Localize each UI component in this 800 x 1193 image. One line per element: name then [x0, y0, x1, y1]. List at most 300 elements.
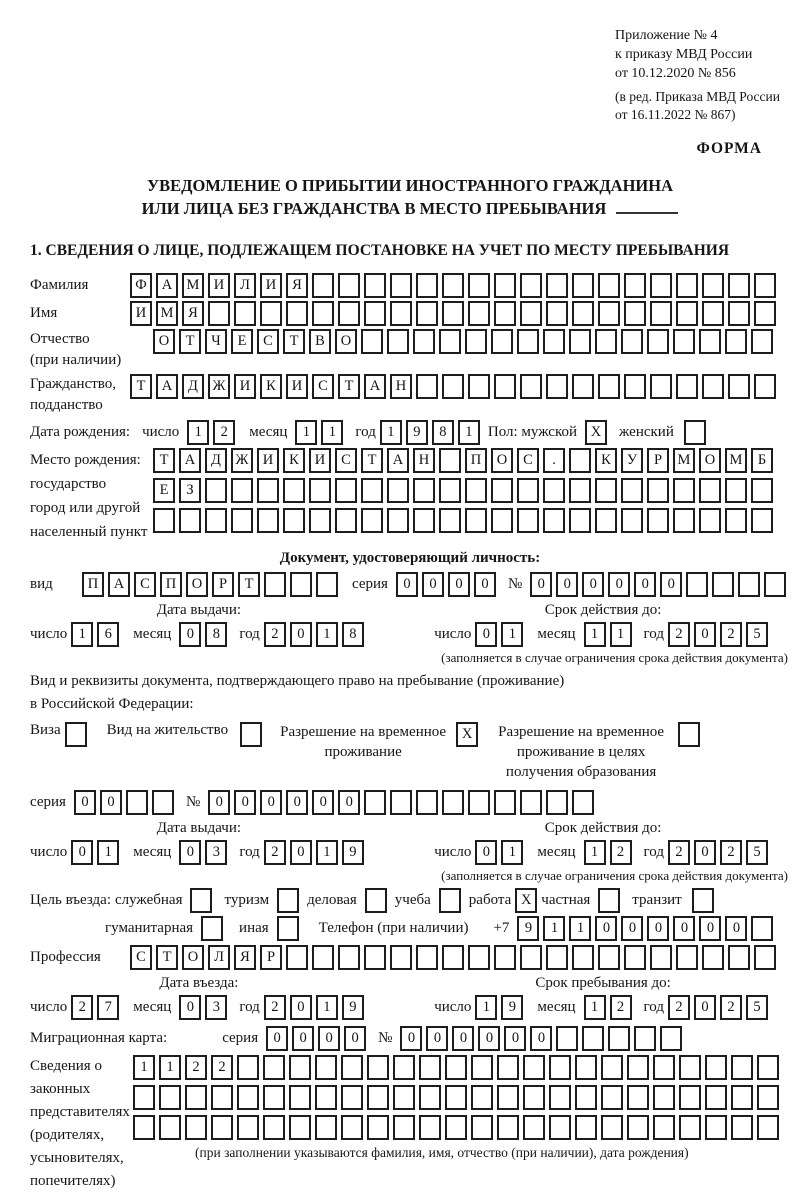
- form-cell: [390, 273, 412, 298]
- form-cell: Д: [182, 374, 204, 399]
- form-cell: [465, 508, 487, 533]
- section1-heading: 1. СВЕДЕНИЯ О ЛИЦЕ, ПОДЛЕЖАЩЕМ ПОСТАНОВКЕ НА УЧЕТ ПО МЕСТУ ПРЕБЫВАНИЯ: [30, 242, 730, 259]
- doc-kind-boxes: [82, 572, 342, 597]
- form-cell: Ф: [130, 273, 152, 298]
- birth-place-row1: [153, 448, 777, 473]
- form-cell: 2: [610, 995, 632, 1020]
- birth-place-block: [30, 448, 790, 544]
- form-cell: Е: [153, 478, 175, 503]
- form-cell: [416, 273, 438, 298]
- form-cell: [728, 945, 750, 970]
- representatives-label: [30, 1055, 133, 1193]
- form-cell: 0: [74, 790, 96, 815]
- form-cell: [572, 301, 594, 326]
- form-cell: [338, 273, 360, 298]
- visit-purpose-row-2: [105, 916, 790, 941]
- residence-issue-month-boxes: [179, 840, 231, 865]
- residence-series-row: [30, 790, 790, 815]
- form-cell: 0: [318, 1026, 340, 1051]
- form-cell: [185, 1115, 207, 1140]
- form-cell: 2: [264, 840, 286, 865]
- form-cell: 1: [316, 840, 338, 865]
- representatives-block: [30, 1055, 790, 1193]
- form-cell: [751, 508, 773, 533]
- migration-card-row: [30, 1026, 790, 1051]
- form-cell: [653, 1055, 675, 1080]
- appendix-line-1: Приложение № 4: [615, 28, 718, 43]
- form-cell: [361, 508, 383, 533]
- surname-row: [30, 273, 790, 298]
- expiry-month-boxes: [584, 622, 636, 647]
- form-cell: [367, 1085, 389, 1110]
- citizenship-label: [30, 374, 130, 416]
- residence-expiry-year-boxes: [668, 840, 772, 865]
- residence-expiry-heading: Срок действия до:: [544, 820, 662, 836]
- form-cell: [133, 1115, 155, 1140]
- form-cell: 0: [673, 916, 695, 941]
- form-cell: X: [585, 420, 607, 445]
- form-cell: [312, 273, 334, 298]
- visit-business-checkbox: [190, 888, 216, 913]
- form-cell: 0: [338, 790, 360, 815]
- visit-study-label: учеба: [394, 892, 431, 908]
- form-cell: Д: [205, 448, 227, 473]
- form-cell: [468, 945, 490, 970]
- form-cell: 2: [264, 622, 286, 647]
- identity-doc-heading: Документ, удостоверяющий личность:: [279, 550, 541, 566]
- stay-until-heading: Срок пребывания до:: [535, 975, 671, 991]
- form-cell: 0: [344, 1026, 366, 1051]
- form-cell: Р: [260, 945, 282, 970]
- residence-series-label: серия: [30, 794, 66, 810]
- form-cell: К: [283, 448, 305, 473]
- form-cell: [315, 1055, 337, 1080]
- representatives-label-line2: законных: [30, 1081, 91, 1097]
- form-cell: [754, 945, 776, 970]
- form-cell: [543, 508, 565, 533]
- form-cell: [705, 1115, 727, 1140]
- form-cell: П: [82, 572, 104, 597]
- form-cell: [338, 301, 360, 326]
- form-cell: [468, 374, 490, 399]
- form-cell: 9: [342, 995, 364, 1020]
- form-cell: [497, 1115, 519, 1140]
- form-cell: 0: [312, 790, 334, 815]
- representatives-row1: [133, 1055, 783, 1080]
- form-cell: [126, 790, 148, 815]
- form-cell: [647, 478, 669, 503]
- form-cell: [442, 301, 464, 326]
- form-cell: Ч: [205, 329, 227, 354]
- form-cell: [754, 273, 776, 298]
- form-cell: И: [257, 448, 279, 473]
- form-cell: [65, 722, 87, 747]
- form-cell: [731, 1085, 753, 1110]
- form-cell: [494, 273, 516, 298]
- birth-place-label-line2: государство: [30, 476, 107, 492]
- form-cell: Е: [231, 329, 253, 354]
- residence-expiry-day-boxes: [475, 840, 527, 865]
- form-cell: [549, 1085, 571, 1110]
- form-cell: [445, 1055, 467, 1080]
- birth-date-label: Дата рождения:: [30, 424, 131, 440]
- form-cell: [205, 478, 227, 503]
- visit-commercial-label: деловая: [307, 892, 357, 908]
- form-cell: [286, 945, 308, 970]
- sex-label: Пол: мужской: [487, 424, 578, 440]
- expiry-year-label: год: [643, 626, 664, 642]
- form-cell: 9: [501, 995, 523, 1020]
- form-cell: [705, 1055, 727, 1080]
- form-cell: [491, 478, 513, 503]
- form-cell: [598, 888, 620, 913]
- residence-expiry-year-label: год: [643, 844, 664, 860]
- form-cell: [465, 478, 487, 503]
- form-cell: [757, 1115, 779, 1140]
- residence-expiry-month-label: месяц: [537, 844, 576, 860]
- form-cell: К: [260, 374, 282, 399]
- issue-month-label: месяц: [133, 626, 172, 642]
- form-cell: [725, 508, 747, 533]
- representatives-label-line1: Сведения о: [30, 1058, 102, 1074]
- form-cell: [341, 1085, 363, 1110]
- stay-until-group: [434, 974, 772, 1020]
- form-cell: [312, 945, 334, 970]
- form-cell: [543, 478, 565, 503]
- form-cell: 3: [205, 995, 227, 1020]
- form-cell: [598, 374, 620, 399]
- form-cell: [290, 572, 312, 597]
- form-cell: Т: [130, 374, 152, 399]
- form-cell: М: [725, 448, 747, 473]
- form-cell: 1: [584, 622, 606, 647]
- form-cell: [678, 722, 700, 747]
- appendix-line-2: к приказу МВД России: [615, 47, 753, 62]
- form-cell: 9: [342, 840, 364, 865]
- form-cell: 1: [97, 840, 119, 865]
- form-cell: 1: [133, 1055, 155, 1080]
- representatives-label-line4: (родителях,: [30, 1127, 105, 1143]
- form-cell: [712, 572, 734, 597]
- form-cell: [442, 790, 464, 815]
- form-cell: 8: [432, 420, 454, 445]
- birth-date-row: [30, 420, 790, 445]
- form-cell: [201, 916, 223, 941]
- form-cell: [595, 478, 617, 503]
- form-cell: [731, 1055, 753, 1080]
- form-cell: 2: [720, 840, 742, 865]
- form-cell: 1: [475, 995, 497, 1020]
- form-cell: 0: [530, 572, 552, 597]
- form-cell: [133, 1085, 155, 1110]
- visit-work-label: работа: [468, 892, 512, 908]
- form-cell: [627, 1055, 649, 1080]
- doc-number-boxes: [530, 572, 790, 597]
- visit-transit-label: транзит: [632, 892, 682, 908]
- visa-checkbox: [65, 722, 91, 747]
- form-cell: 0: [475, 840, 497, 865]
- form-cell: [277, 888, 299, 913]
- form-cell: В: [309, 329, 331, 354]
- surname-label: Фамилия: [30, 277, 89, 293]
- residence-series-boxes: [74, 790, 178, 815]
- form-cell: А: [364, 374, 386, 399]
- form-cell: 0: [179, 622, 201, 647]
- birth-place-label-line3: город или другой: [30, 500, 141, 516]
- form-cell: 0: [260, 790, 282, 815]
- form-cell: [757, 1055, 779, 1080]
- form-cell: [627, 1115, 649, 1140]
- residence-doc-dates: [30, 819, 790, 865]
- form-cell: [575, 1085, 597, 1110]
- form-cell: 0: [699, 916, 721, 941]
- form-cell: [387, 329, 409, 354]
- issue-year-label: год: [239, 626, 260, 642]
- form-cell: 1: [316, 995, 338, 1020]
- form-cell: Ж: [231, 448, 253, 473]
- form-cell: [491, 329, 513, 354]
- form-cell: [572, 273, 594, 298]
- form-cell: Б: [751, 448, 773, 473]
- form-cell: [621, 329, 643, 354]
- issue-month-boxes: [179, 622, 231, 647]
- visit-other-label: иная: [239, 920, 269, 936]
- form-cell: [725, 478, 747, 503]
- residence-issue-year-boxes: [264, 840, 368, 865]
- birth-year-boxes: [380, 420, 484, 445]
- form-cell: [598, 273, 620, 298]
- form-cell: [286, 301, 308, 326]
- form-cell: [153, 508, 175, 533]
- form-cell: 0: [396, 572, 418, 597]
- residence-expiry-group: [434, 819, 772, 865]
- form-cell: Н: [413, 448, 435, 473]
- form-cell: [365, 888, 387, 913]
- form-cell: [393, 1085, 415, 1110]
- form-cell: [699, 508, 721, 533]
- visit-purpose-row: [30, 888, 790, 913]
- form-cell: [263, 1055, 285, 1080]
- form-cell: 1: [584, 840, 606, 865]
- residence-doc-intro: [30, 670, 790, 716]
- form-cell: [650, 273, 672, 298]
- form-cell: Я: [182, 301, 204, 326]
- form-cell: 1: [321, 420, 343, 445]
- migration-card-label: Миграционная карта:: [30, 1030, 168, 1046]
- form-cell: [702, 273, 724, 298]
- appendix-line-3: от 10.12.2020 № 856: [615, 66, 736, 81]
- residence-expiry-month-boxes: [584, 840, 636, 865]
- form-cell: 7: [97, 995, 119, 1020]
- birth-day-label: число: [142, 424, 180, 440]
- form-cell: [569, 329, 591, 354]
- form-cell: [572, 374, 594, 399]
- form-cell: [556, 1026, 578, 1051]
- form-cell: 0: [556, 572, 578, 597]
- form-cell: X: [456, 722, 478, 747]
- form-cell: 0: [608, 572, 630, 597]
- form-cell: [673, 508, 695, 533]
- form-cell: [364, 301, 386, 326]
- form-cell: [647, 508, 669, 533]
- form-cell: [650, 301, 672, 326]
- form-cell: [316, 572, 338, 597]
- form-cell: [650, 374, 672, 399]
- form-cell: [624, 945, 646, 970]
- form-cell: [494, 790, 516, 815]
- identity-expiry-heading: Срок действия до:: [544, 602, 662, 618]
- form-cell: Т: [361, 448, 383, 473]
- phone-boxes: [517, 916, 777, 941]
- residence-intro-line2: в Российской Федерации:: [30, 696, 194, 712]
- form-cell: [263, 1115, 285, 1140]
- form-cell: [390, 301, 412, 326]
- form-cell: 8: [205, 622, 227, 647]
- sex-female-checkbox: [684, 420, 710, 445]
- form-cell: 1: [71, 622, 93, 647]
- form-cell: [289, 1085, 311, 1110]
- form-cell: [699, 478, 721, 503]
- form-cell: М: [673, 448, 695, 473]
- form-cell: [673, 329, 695, 354]
- form-cell: [572, 790, 594, 815]
- form-cell: И: [234, 374, 256, 399]
- form-cell: [517, 478, 539, 503]
- form-cell: 0: [595, 916, 617, 941]
- form-cell: [621, 478, 643, 503]
- stay-year-boxes: [668, 995, 772, 1020]
- form-cell: 1: [380, 420, 402, 445]
- form-cell: 0: [448, 572, 470, 597]
- form-cell: [764, 572, 786, 597]
- patronymic-label: [30, 329, 153, 371]
- form-cell: 1: [159, 1055, 181, 1080]
- form-cell: 2: [668, 840, 690, 865]
- doc-series-boxes: [396, 572, 500, 597]
- form-cell: [338, 945, 360, 970]
- form-cell: [751, 916, 773, 941]
- visit-other-checkbox: [277, 916, 303, 941]
- form-cell: [679, 1055, 701, 1080]
- doc-kind-label: вид: [30, 576, 53, 592]
- phone-prefix: +7: [493, 920, 510, 936]
- stay-day-label: число: [434, 999, 472, 1015]
- form-cell: [179, 508, 201, 533]
- birth-place-label-line1: Место рождения:: [30, 452, 141, 468]
- form-cell: 0: [422, 572, 444, 597]
- form-cell: [390, 790, 412, 815]
- form-cell: [676, 374, 698, 399]
- visit-work-checkbox: [515, 888, 541, 913]
- form-cell: [335, 508, 357, 533]
- form-cell: [692, 888, 714, 913]
- temp-permit-checkbox: [456, 722, 482, 747]
- migration-number-label: №: [378, 1030, 393, 1046]
- form-title: [30, 174, 790, 220]
- form-cell: С: [517, 448, 539, 473]
- entry-year-boxes: [264, 995, 368, 1020]
- visit-private-checkbox: [598, 888, 624, 913]
- birth-year-label: год: [355, 424, 376, 440]
- expiry-month-label: месяц: [537, 626, 576, 642]
- form-cell: [465, 329, 487, 354]
- entry-year-label: год: [239, 999, 260, 1015]
- representatives-label-line6: попечителях): [30, 1173, 116, 1189]
- form-cell: [263, 1085, 285, 1110]
- patronymic-label-line1: Отчество: [30, 331, 90, 347]
- residence-issue-group: [30, 819, 368, 865]
- sex-female-label: женский: [619, 424, 674, 440]
- migration-series-boxes: [266, 1026, 370, 1051]
- form-cell: [546, 374, 568, 399]
- citizenship-boxes: [130, 374, 780, 399]
- form-cell: 0: [474, 572, 496, 597]
- form-cell: [416, 301, 438, 326]
- form-cell: [517, 329, 539, 354]
- profession-label: Профессия: [30, 949, 101, 965]
- form-cell: [367, 1115, 389, 1140]
- form-cell: [416, 790, 438, 815]
- identity-expiry-group: [434, 601, 772, 647]
- form-cell: Т: [156, 945, 178, 970]
- form-cell: [335, 478, 357, 503]
- form-cell: [413, 508, 435, 533]
- issue-day-label: число: [30, 626, 68, 642]
- entry-dates: [30, 974, 790, 1020]
- visit-tourism-label: туризм: [224, 892, 270, 908]
- form-cell: 0: [290, 840, 312, 865]
- form-cell: [419, 1115, 441, 1140]
- form-cell: С: [335, 448, 357, 473]
- form-cell: [624, 301, 646, 326]
- form-cell: [598, 945, 620, 970]
- entry-date-group: [30, 974, 368, 1020]
- form-cell: Л: [208, 945, 230, 970]
- form-cell: А: [387, 448, 409, 473]
- form-cell: [361, 329, 383, 354]
- form-cell: И: [130, 301, 152, 326]
- birth-month-label: месяц: [249, 424, 288, 440]
- form-cell: 2: [720, 622, 742, 647]
- form-cell: 0: [452, 1026, 474, 1051]
- firstname-boxes: [130, 301, 780, 326]
- form-cell: [442, 273, 464, 298]
- form-cell: А: [156, 273, 178, 298]
- form-cell: [523, 1115, 545, 1140]
- firstname-row: [30, 301, 790, 326]
- form-cell: 0: [694, 995, 716, 1020]
- residence-issue-day-label: число: [30, 844, 68, 860]
- issue-day-boxes: [71, 622, 123, 647]
- form-cell: Ж: [208, 374, 230, 399]
- form-cell: 5: [746, 840, 768, 865]
- form-cell: [468, 301, 490, 326]
- form-cell: [471, 1085, 493, 1110]
- patronymic-boxes: [153, 329, 777, 354]
- citizenship-label-line1: Гражданство,: [30, 376, 117, 392]
- form-cell: П: [465, 448, 487, 473]
- form-cell: [517, 508, 539, 533]
- form-cell: 0: [694, 622, 716, 647]
- form-cell: [211, 1115, 233, 1140]
- form-cell: [416, 945, 438, 970]
- form-cell: [237, 1085, 259, 1110]
- representatives-label-line3: представителях: [30, 1104, 130, 1120]
- form-cell: [686, 572, 708, 597]
- form-cell: 2: [213, 420, 235, 445]
- form-cell: Р: [212, 572, 234, 597]
- form-cell: Р: [647, 448, 669, 473]
